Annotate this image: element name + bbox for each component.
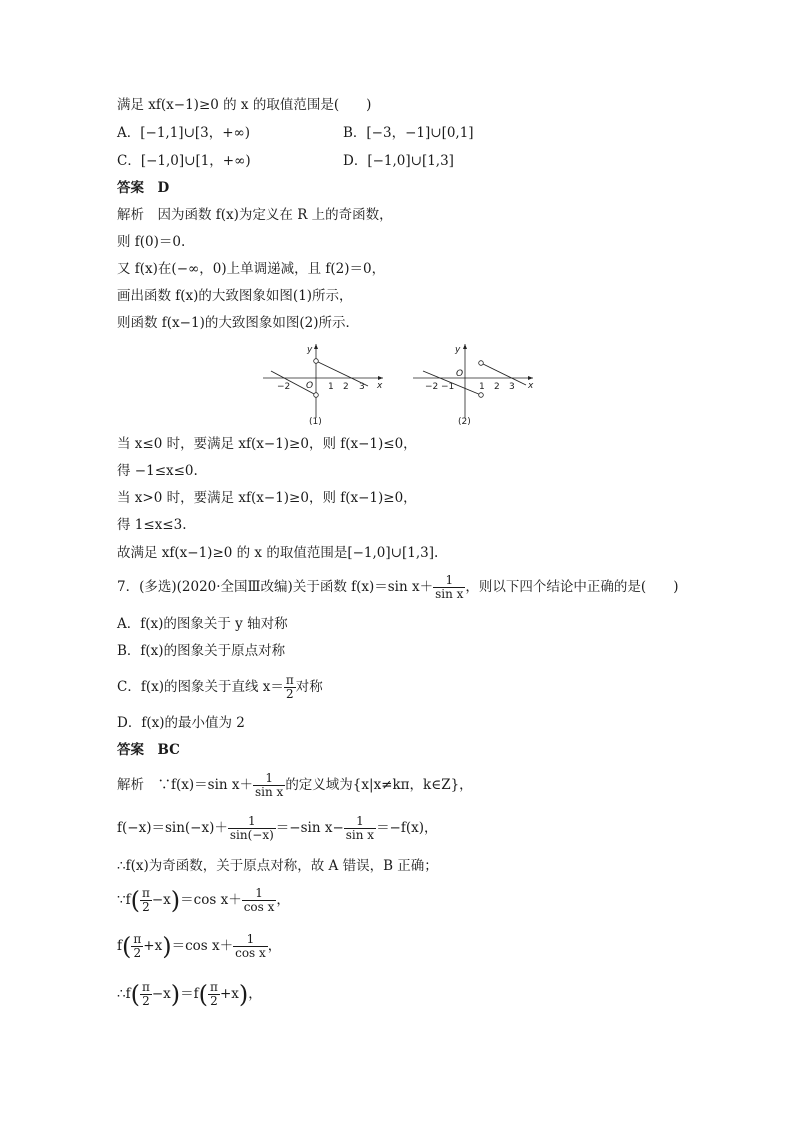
paren: ) xyxy=(170,886,181,915)
origin-label: O xyxy=(306,381,314,391)
tick-label: −1 xyxy=(441,382,455,392)
origin-label: O xyxy=(456,369,464,379)
fraction xyxy=(228,815,276,842)
numerator: π xyxy=(141,980,150,994)
analysis-line: 当 x>0 时，要满足 xf(x−1)≥0，则 f(x−1)≥0， xyxy=(117,490,417,506)
denominator: 2 xyxy=(286,687,294,701)
numerator: 1 xyxy=(242,887,277,901)
equation-text: ， xyxy=(276,892,290,908)
option-b: B．f(x)的图象关于原点对称 xyxy=(117,643,286,659)
graph-figure-1 xyxy=(255,338,395,432)
numerator: π xyxy=(285,673,294,687)
option-c: C．[−1,0]∪[1，+∞) xyxy=(117,153,251,169)
numerator: 1 xyxy=(433,574,465,588)
question-text: ，则以下四个结论中正确的是( ) xyxy=(465,579,679,595)
tick-label: 2 xyxy=(343,382,349,392)
equation-text: ＝−f(x)， xyxy=(376,820,438,836)
paren: ( xyxy=(130,886,140,915)
analysis-line: 则函数 f(x−1)的大致图象如图(2)所示． xyxy=(117,315,359,331)
numerator: 1 xyxy=(228,815,276,829)
fraction xyxy=(208,981,220,1008)
equation-text: +x xyxy=(219,986,239,1002)
analysis-text: 解析 ∵f(x)＝sin x＋ xyxy=(117,777,253,793)
analysis-line xyxy=(117,770,473,800)
paren: ( xyxy=(130,980,140,1009)
question-7 xyxy=(117,572,678,602)
equation-text: ＝f xyxy=(180,986,199,1002)
x-axis-label: x xyxy=(377,381,383,391)
fraction xyxy=(140,981,152,1008)
analysis-line: 得 1≤x≤3. xyxy=(117,517,187,533)
equation-text: +x xyxy=(143,938,163,954)
numerator: 1 xyxy=(253,772,285,786)
paren: ( xyxy=(198,980,209,1009)
fraction xyxy=(253,772,285,799)
option-a: A．f(x)的图象关于 y 轴对称 xyxy=(117,616,288,632)
equation-text: f(−x)＝sin(−x)＋ xyxy=(117,820,228,836)
fraction xyxy=(242,887,277,914)
denominator: 2 xyxy=(210,994,218,1008)
option-a: A．[−1,1]∪[3，+∞) xyxy=(117,125,251,141)
option-d: D．f(x)的最小值为 2 xyxy=(117,715,245,731)
equation-text: ， xyxy=(267,938,282,954)
fraction xyxy=(284,674,296,701)
numerator: π xyxy=(133,932,142,946)
equation-line xyxy=(117,931,281,961)
analysis-text: 的定义域为{x|x≠kπ，k∈Z}， xyxy=(285,777,473,793)
answer-label: 答案 BC xyxy=(117,742,180,758)
tick-label: 1 xyxy=(479,382,485,392)
option-b: B．[−3，−1]∪[0,1] xyxy=(343,125,474,141)
equation-line xyxy=(117,813,438,843)
analysis-line: 又 f(x)在(−∞，0)上单调递减，且 f(2)＝0， xyxy=(117,261,386,277)
equation-text: ＝cos x＋ xyxy=(171,938,234,954)
denominator: sin(−x) xyxy=(229,828,274,842)
answer-label: 答案 D xyxy=(117,180,170,196)
equation-text: ， xyxy=(248,986,262,1002)
equation-line xyxy=(117,979,262,1009)
option-text: 对称 xyxy=(295,679,323,695)
denominator: 2 xyxy=(142,994,150,1008)
numerator: 1 xyxy=(344,815,376,829)
tick-label: −2 xyxy=(277,382,291,392)
denominator: sin x xyxy=(345,828,375,842)
analysis-line: 画出函数 f(x)的大致图象如图(1)所示， xyxy=(117,288,353,304)
numerator: π xyxy=(141,886,150,900)
fraction xyxy=(131,933,143,960)
option-c xyxy=(117,672,323,702)
paren: ( xyxy=(122,932,132,961)
equation-text: f xyxy=(117,938,122,954)
numerator: π xyxy=(210,980,218,994)
analysis-line: 当 x≤0 时，要满足 xf(x−1)≥0，则 f(x−1)≤0， xyxy=(117,436,417,452)
denominator: sin x xyxy=(255,785,284,799)
equation-text: −x xyxy=(151,986,171,1002)
tick-label: −2 xyxy=(425,382,439,392)
fraction xyxy=(233,933,268,960)
problem-text-line: 满足 xf(x−1)≥0 的 x 的取值范围是( ) xyxy=(117,97,372,113)
equation-text: ∴f xyxy=(117,986,131,1002)
equation-text: ＝−sin x− xyxy=(275,820,344,836)
paren: ) xyxy=(162,932,172,961)
analysis-line: 故满足 xf(x−1)≥0 的 x 的取值范围是[−1,0]∪[1,3]. xyxy=(117,545,439,561)
analysis-line: ∴f(x)为奇函数，关于原点对称，故 A 错误，B 正确； xyxy=(117,858,438,874)
denominator: sin x xyxy=(435,587,464,601)
tick-label: 3 xyxy=(509,382,515,392)
denominator: cos x xyxy=(243,900,275,914)
option-text: C．f(x)的图象关于直线 x＝ xyxy=(117,679,284,695)
paren: ) xyxy=(170,980,181,1009)
denominator: cos x xyxy=(235,946,266,960)
fraction xyxy=(140,887,152,914)
figure-caption: (2) xyxy=(458,417,471,427)
tick-label: 1 xyxy=(328,382,334,392)
tick-label: 3 xyxy=(359,382,365,392)
graph-figure-2 xyxy=(405,338,545,432)
analysis-line: 则 f(0)＝0. xyxy=(117,234,186,250)
analysis-line: 解析 因为函数 f(x)为定义在 R 上的奇函数， xyxy=(117,207,393,223)
equation-line xyxy=(117,885,290,915)
figure-caption: (1) xyxy=(309,417,322,427)
option-d: D．[−1,0]∪[1,3] xyxy=(343,153,454,169)
denominator: 2 xyxy=(142,900,150,914)
question-text: 7．(多选)(2020·全国Ⅲ改编)关于函数 f(x)＝sin x＋ xyxy=(117,579,434,595)
denominator: 2 xyxy=(133,946,142,960)
fraction xyxy=(344,815,376,842)
equation-text: ∵f xyxy=(117,892,131,908)
fraction xyxy=(433,574,465,601)
paren: ) xyxy=(238,980,249,1009)
analysis-line: 得 −1≤x≤0. xyxy=(117,463,198,479)
y-axis-label: y xyxy=(307,345,313,355)
equation-text: ＝cos x＋ xyxy=(180,892,242,908)
equation-text: −x xyxy=(151,892,171,908)
tick-label: 2 xyxy=(494,382,500,392)
x-axis-label: x xyxy=(528,381,534,391)
y-axis-label: y xyxy=(455,345,461,355)
numerator: 1 xyxy=(233,933,268,947)
